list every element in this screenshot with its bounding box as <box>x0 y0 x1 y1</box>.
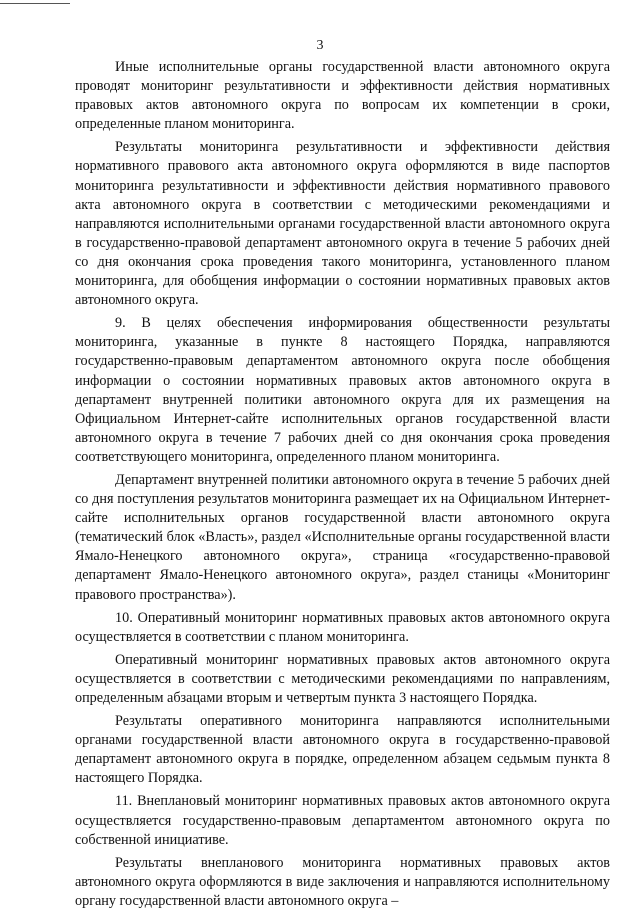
paragraph-internal-policy-department: Департамент внутренней политики автономного округа в течение 5 рабочих дней со дня поступления результатов мониторинга размещает их на Официальном Интернет-сайте исполнительных органов государственной власти автономного округа (тематический блок «Власть», раздел «Исполнительные органы государственной власти Ямало-Ненецкого автономного округа», страница «государственно-правовой департамент Ямало-Ненецкого автономного округа», раздел станицы «Мониторинг правового пространства»). <box>75 471 610 603</box>
paragraph-operative-monitoring-results: Результаты оперативного мониторинга направляются исполнительными органами государственной власти автономного округа в государственно-правовой департамент автономного округа в порядке, определенном абзацем седьмым пункта 8 настоящего Порядка. <box>75 713 610 787</box>
document-body <box>75 58 610 915</box>
page-number: 3 <box>316 38 324 53</box>
paragraph-other-executive-bodies: Иные исполнительные органы государственной власти автономного округа проводят мониторинг результативности и эффективности действия нормативных правовых актов автономного округа по вопросам их компетенции в сроки, определенные планом мониторинга. <box>75 59 610 133</box>
paragraph-monitoring-results-passports: Результаты мониторинга результативности и эффективности действия нормативного правового акта автономного округа оформляются в виде паспортов мониторинга результативности и эффективности действия нормативного правового акта автономного округа в соответствии с методическими рекомендациями и направляются исполнительными органами государственной власти автономного округа в государственно-правовой департамент автономного округа в течение 5 рабочих дней со дня окончания срока проведения такого мониторинга, установленного планом мониторинга, для обобщения информации о состоянии нормативных правовых актов автономного округа. <box>75 139 610 309</box>
paragraph-item-11-unscheduled-monitoring: 11. Внеплановый мониторинг нормативных правовых актов автономного округа осуществляется государственно-правовым департаментом автономного округа по собственной инициативе. <box>75 793 610 848</box>
paragraph-unscheduled-monitoring-results: Результаты внепланового мониторинга нормативных правовых актов автономного округа оформляются в виде заключения и направляются исполнительному органу государственной власти автономного округа – <box>75 854 610 909</box>
paragraph-item-10-operative-monitoring: 10. Оперативный мониторинг нормативных правовых актов автономного округа осуществляется в соответствии с планом мониторинга. <box>75 609 610 645</box>
paragraph-item-9-public-information: 9. В целях обеспечения информирования общественности результаты мониторинга, указанные в пункте 8 настоящего Порядка, направляются государственно-правовым департаментом автономного округа после обобщения информации о состоянии нормативных правовых актов автономного округа в департамент внутренней политики автономного округа для их размещения на Официальном Интернет-сайте исполнительных органов государственной власти автономного округа в течение 7 рабочих дней со дня окончания срока проведения соответствующего мониторинга, определенного планом мониторинга. <box>75 315 610 465</box>
paragraph-operative-monitoring-directions: Оперативный мониторинг нормативных правовых актов автономного округа осуществляется в соответствии с методическими рекомендациями по направлениям, определенным абзацами вторым и четвертым пункта 3 настоящего Порядка. <box>75 651 610 706</box>
scan-edge-mark <box>0 0 70 4</box>
